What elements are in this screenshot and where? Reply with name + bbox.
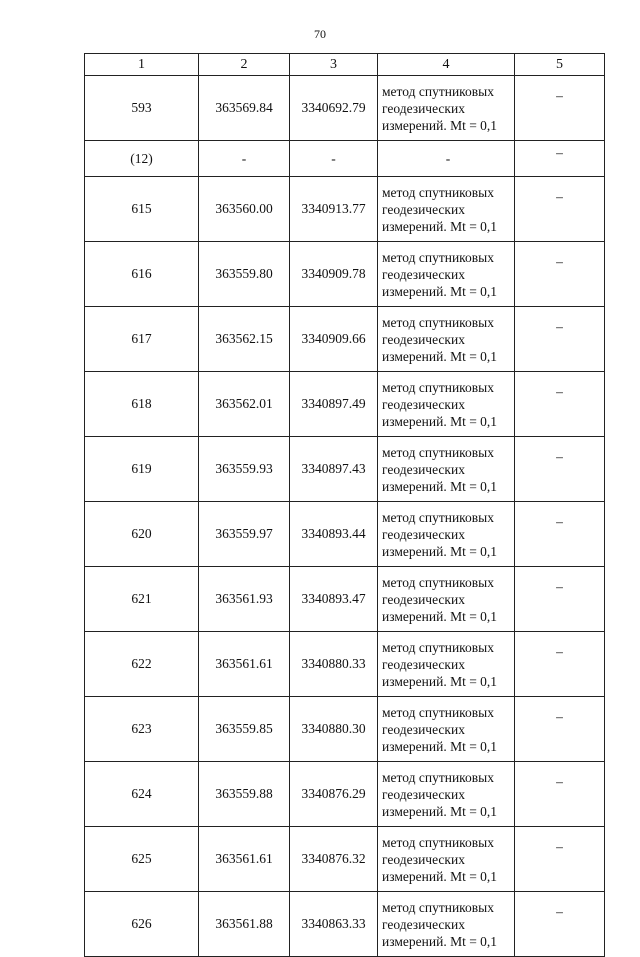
column-header-2: 2 [199, 54, 290, 76]
method-line: метод спутниковых [382, 899, 494, 915]
method-line: геодезических [382, 201, 465, 217]
table-row [85, 502, 605, 567]
table-header-row [85, 54, 605, 76]
method-line: измерений. Mt = 0,1 [382, 543, 498, 559]
method-line: измерений. Mt = 0,1 [382, 413, 498, 429]
y-coordinate-cell: 3340880.30 [290, 697, 378, 762]
note-cell: – [515, 76, 605, 141]
y-coordinate-cell: 3340893.44 [290, 502, 378, 567]
note-cell: – [515, 372, 605, 437]
point-number-cell: 625 [85, 827, 199, 892]
column-header-3: 3 [290, 54, 378, 76]
method-line: геодезических [382, 591, 465, 607]
point-number-cell: 618 [85, 372, 199, 437]
table-row [85, 76, 605, 141]
method-line: измерений. Mt = 0,1 [382, 608, 498, 624]
column-header-5: 5 [515, 54, 605, 76]
table-row [85, 307, 605, 372]
method-cell [378, 307, 515, 372]
y-coordinate-cell: 3340876.29 [290, 762, 378, 827]
method-line: геодезических [382, 461, 465, 477]
table-row [85, 437, 605, 502]
note-cell: – [515, 141, 605, 177]
x-coordinate-cell: 363559.85 [199, 697, 290, 762]
x-coordinate-cell: 363559.80 [199, 242, 290, 307]
column-header-1: 1 [85, 54, 199, 76]
method-line: метод спутниковых [382, 379, 494, 395]
method-cell [378, 697, 515, 762]
note-cell: – [515, 502, 605, 567]
table-row [85, 567, 605, 632]
table-row [85, 141, 605, 177]
x-coordinate-cell: - [199, 141, 290, 177]
table-row [85, 827, 605, 892]
x-coordinate-cell: 363569.84 [199, 76, 290, 141]
table-row [85, 892, 605, 957]
method-cell [378, 502, 515, 567]
point-number-cell: 615 [85, 177, 199, 242]
y-coordinate-cell: 3340913.77 [290, 177, 378, 242]
x-coordinate-cell: 363559.93 [199, 437, 290, 502]
y-coordinate-cell: 3340909.66 [290, 307, 378, 372]
method-line: геодезических [382, 526, 465, 542]
point-number-cell: 616 [85, 242, 199, 307]
table-row [85, 762, 605, 827]
y-coordinate-cell: 3340876.32 [290, 827, 378, 892]
note-cell: – [515, 892, 605, 957]
table-row [85, 242, 605, 307]
y-coordinate-cell: 3340863.33 [290, 892, 378, 957]
method-line: геодезических [382, 266, 465, 282]
note-cell: – [515, 177, 605, 242]
x-coordinate-cell: 363560.00 [199, 177, 290, 242]
method-line: измерений. Mt = 0,1 [382, 117, 498, 133]
note-cell: – [515, 437, 605, 502]
method-line: - [445, 151, 451, 166]
method-line: измерений. Mt = 0,1 [382, 218, 498, 234]
method-cell [378, 437, 515, 502]
method-line: метод спутниковых [382, 509, 494, 525]
point-number-cell: 621 [85, 567, 199, 632]
coordinates-table [84, 53, 605, 957]
method-line: измерений. Mt = 0,1 [382, 803, 498, 819]
table-row [85, 632, 605, 697]
method-cell [378, 242, 515, 307]
note-cell: – [515, 697, 605, 762]
page-number: 70 [314, 27, 326, 41]
method-line: геодезических [382, 100, 465, 116]
method-line: измерений. Mt = 0,1 [382, 738, 498, 754]
method-cell [378, 372, 515, 437]
y-coordinate-cell: 3340897.43 [290, 437, 378, 502]
method-line: измерений. Mt = 0,1 [382, 348, 498, 364]
method-cell [378, 827, 515, 892]
method-line: метод спутниковых [382, 83, 494, 99]
note-cell: – [515, 632, 605, 697]
y-coordinate-cell: 3340880.33 [290, 632, 378, 697]
table-body [85, 54, 605, 957]
y-coordinate-cell: 3340897.49 [290, 372, 378, 437]
note-cell: – [515, 762, 605, 827]
point-number-cell: 593 [85, 76, 199, 141]
method-cell [378, 762, 515, 827]
note-cell: – [515, 242, 605, 307]
method-line: геодезических [382, 916, 465, 932]
method-cell [378, 141, 515, 177]
x-coordinate-cell: 363559.97 [199, 502, 290, 567]
y-coordinate-cell: - [290, 141, 378, 177]
point-number-cell: (12) [85, 141, 199, 177]
x-coordinate-cell: 363562.15 [199, 307, 290, 372]
note-cell: – [515, 567, 605, 632]
method-line: метод спутниковых [382, 704, 494, 720]
method-cell [378, 76, 515, 141]
method-line: геодезических [382, 851, 465, 867]
method-line: метод спутниковых [382, 639, 494, 655]
x-coordinate-cell: 363561.61 [199, 632, 290, 697]
point-number-cell: 619 [85, 437, 199, 502]
method-line: геодезических [382, 786, 465, 802]
method-line: геодезических [382, 396, 465, 412]
x-coordinate-cell: 363561.93 [199, 567, 290, 632]
method-line: измерений. Mt = 0,1 [382, 933, 498, 949]
column-header-4: 4 [378, 54, 515, 76]
note-cell: – [515, 307, 605, 372]
method-line: метод спутниковых [382, 834, 494, 850]
x-coordinate-cell: 363561.88 [199, 892, 290, 957]
method-cell [378, 892, 515, 957]
method-line: метод спутниковых [382, 574, 494, 590]
x-coordinate-cell: 363559.88 [199, 762, 290, 827]
table-row [85, 697, 605, 762]
method-line: геодезических [382, 656, 465, 672]
method-line: метод спутниковых [382, 314, 494, 330]
method-line: метод спутниковых [382, 769, 494, 785]
method-cell [378, 632, 515, 697]
y-coordinate-cell: 3340893.47 [290, 567, 378, 632]
method-line: измерений. Mt = 0,1 [382, 673, 498, 689]
note-cell: – [515, 827, 605, 892]
point-number-cell: 623 [85, 697, 199, 762]
method-line: геодезических [382, 721, 465, 737]
point-number-cell: 620 [85, 502, 199, 567]
point-number-cell: 624 [85, 762, 199, 827]
point-number-cell: 626 [85, 892, 199, 957]
point-number-cell: 617 [85, 307, 199, 372]
point-number-cell: 622 [85, 632, 199, 697]
method-line: измерений. Mt = 0,1 [382, 868, 498, 884]
table-row [85, 372, 605, 437]
method-line: измерений. Mt = 0,1 [382, 283, 498, 299]
y-coordinate-cell: 3340909.78 [290, 242, 378, 307]
method-line: метод спутниковых [382, 249, 494, 265]
table-row [85, 177, 605, 242]
method-line: метод спутниковых [382, 184, 494, 200]
method-line: измерений. Mt = 0,1 [382, 478, 498, 494]
method-line: геодезических [382, 331, 465, 347]
method-cell [378, 567, 515, 632]
y-coordinate-cell: 3340692.79 [290, 76, 378, 141]
x-coordinate-cell: 363561.61 [199, 827, 290, 892]
x-coordinate-cell: 363562.01 [199, 372, 290, 437]
method-cell [378, 177, 515, 242]
method-line: метод спутниковых [382, 444, 494, 460]
